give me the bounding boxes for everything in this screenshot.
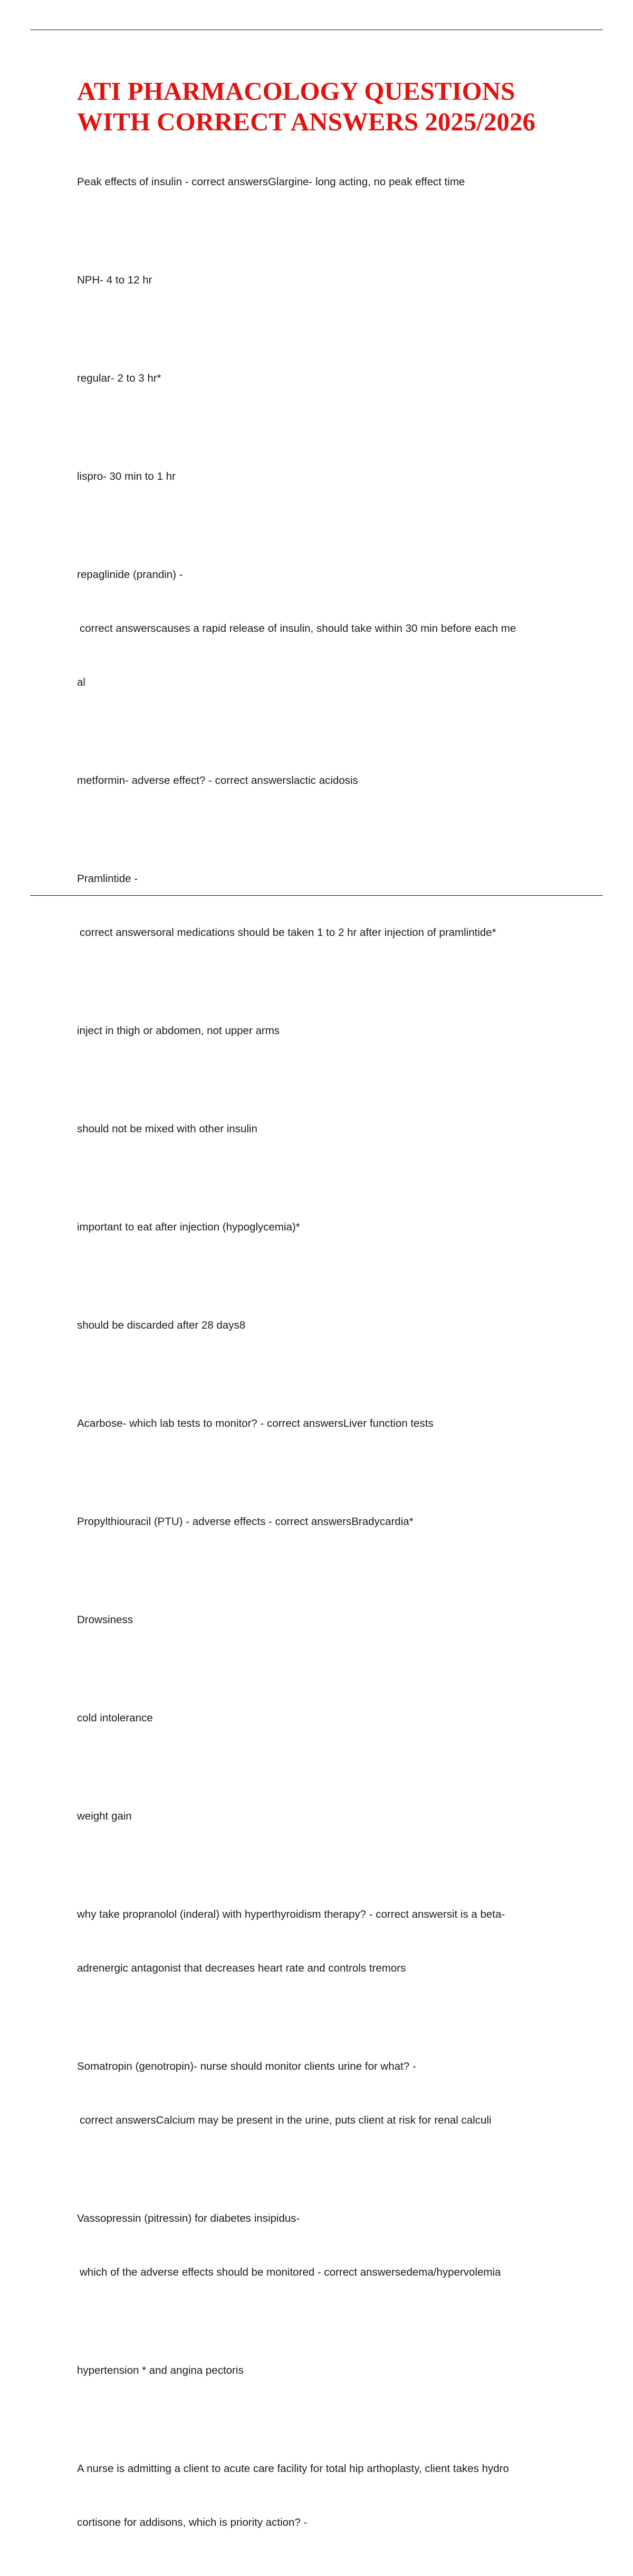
- qa-entry-vasopressin: Vassopressin (pitressin) for diabetes insipidus- which of the adverse effects should be monitored - correct answersedema/hypervolemia: [77, 2212, 501, 2278]
- qa-entry-acarbose: Acarbose- which lab tests to monitor? - correct answersLiver function tests: [77, 1417, 434, 1429]
- qa-entry-hip-arthroplasty: A nurse is admitting a client to acute care facility for total hip arthoplasty, client takes hydro cortisone for addisons, which is priority action? -: [77, 2463, 509, 2528]
- qa-entry-discard: should be discarded after 28 days8: [77, 1319, 246, 1331]
- document-title: [77, 76, 562, 137]
- qa-entry-inject-site: inject in thigh or abdomen, not upper arms: [77, 1025, 280, 1037]
- title-line-2: WITH CORRECT ANSWERS 2025/2026: [77, 107, 536, 136]
- qa-entry-eat-after: important to eat after injection (hypoglycemia)*: [77, 1221, 300, 1233]
- footer-rule: [30, 895, 603, 896]
- qa-entry-propranolol: why take propranolol (inderal) with hyperthyroidism therapy? - correct answersit is a beta- adrenergic antagonist that decreases heart rate and controls tremors: [77, 1908, 505, 1974]
- document-body: [77, 76, 562, 2576]
- qa-entry-ptu: Propylthiouracil (PTU) - adverse effects - correct answersBradycardia*: [77, 1516, 414, 1528]
- title-line-1: ATI PHARMACOLOGY QUESTIONS: [77, 77, 515, 106]
- qa-entry-drowsiness: Drowsiness: [77, 1614, 133, 1626]
- qa-entry-cold-intolerance: cold intolerance: [77, 1712, 153, 1724]
- qa-list: [77, 137, 562, 2568]
- qa-entry-nph: NPH- 4 to 12 hr: [77, 274, 152, 286]
- qa-entry-lispro: lispro- 30 min to 1 hr: [77, 470, 176, 482]
- qa-entry-weight-gain: weight gain: [77, 1810, 132, 1822]
- qa-entry-somatropin: Somatropin (genotropin)- nurse should monitor clients urine for what? - correct answersCalcium may be present in the urine, puts client at risk for renal calculi: [77, 2060, 492, 2126]
- qa-entry-pramlintide: Pramlintide - correct answersoral medications should be taken 1 to 2 hr after injection of pramlintide*: [77, 873, 496, 939]
- qa-entry-insulin-peak: Peak effects of insulin - correct answersGlargine- long acting, no peak effect time: [77, 176, 465, 188]
- qa-entry-regular: regular- 2 to 3 hr*: [77, 372, 161, 384]
- qa-entry-metformin: metformin- adverse effect? - correct answerslactic acidosis: [77, 774, 358, 787]
- qa-entry-repaglinide: repaglinide (prandin) - correct answerscauses a rapid release of insulin, should take within 30 min before each me al: [77, 569, 516, 688]
- qa-entry-not-mixed: should not be mixed with other insulin: [77, 1123, 257, 1135]
- qa-entry-hypertension: hypertension * and angina pectoris: [77, 2364, 244, 2376]
